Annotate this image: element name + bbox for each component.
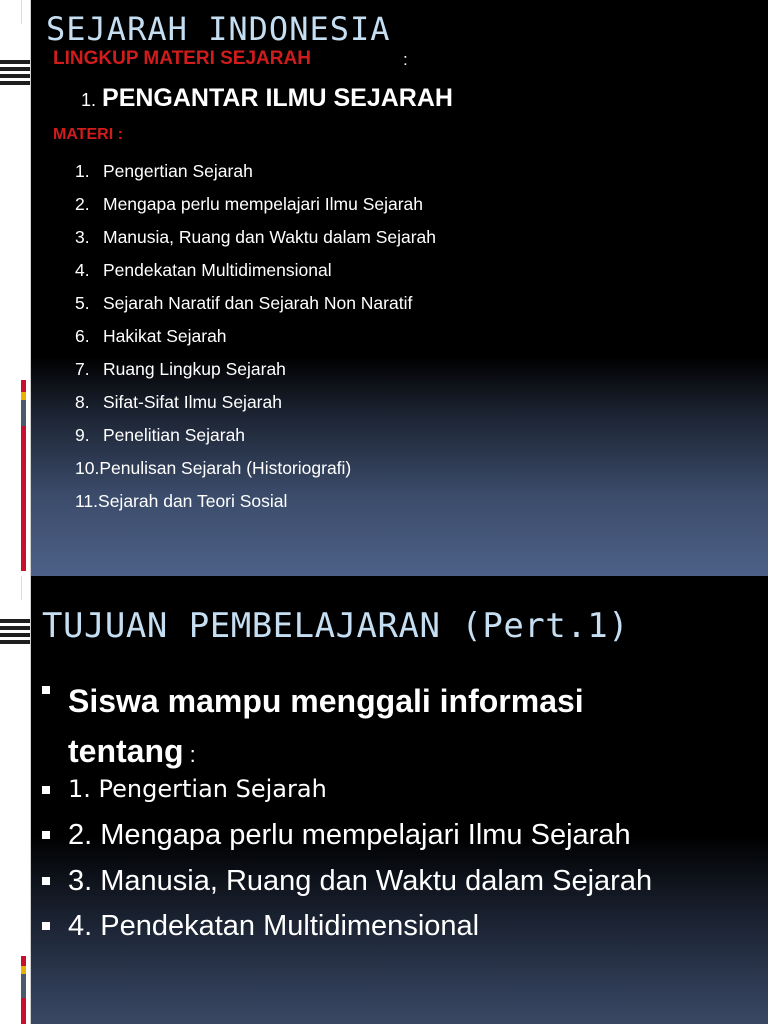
- bullet-icon: [42, 877, 50, 885]
- list-item: [75, 191, 436, 224]
- section-heading-text: PENGANTAR ILMU SEJARAH: [102, 84, 453, 112]
- list-item-text: Pengertian Sejarah: [103, 161, 253, 181]
- list-item-text: Sifat-Sifat Ilmu Sejarah: [103, 392, 282, 412]
- list-item-number: 11.: [75, 491, 99, 511]
- list-item-text: Sejarah dan Teori Sosial: [98, 491, 288, 511]
- list-item: [75, 389, 436, 422]
- list-item-text: Penelitian Sejarah: [103, 425, 246, 445]
- list-item-number: 3.: [75, 227, 90, 247]
- intro-text: [68, 676, 584, 780]
- list-item-number: 8.: [75, 392, 90, 412]
- objective-item: 1. Pengertian Sejarah: [68, 775, 327, 803]
- list-item-text: Penulisan Sejarah (Historiografi): [99, 458, 352, 478]
- list-item: [75, 422, 436, 455]
- list-item: [75, 455, 436, 488]
- objective-item: 2. Mengapa perlu mempelajari Ilmu Sejarah: [68, 819, 631, 851]
- bullet-icon: [42, 686, 50, 694]
- side-chip: [0, 626, 31, 630]
- list-item-text: Ruang Lingkup Sejarah: [103, 359, 286, 379]
- bullet-icon: [42, 922, 50, 930]
- bullet-icon: [42, 786, 50, 794]
- list-item: [75, 356, 436, 389]
- list-item-number: 4.: [75, 260, 90, 280]
- list-item: [75, 158, 436, 191]
- list-item-text: Sejarah Naratif dan Sejarah Non Naratif: [103, 293, 413, 313]
- intro-line-2-text: tentang: [68, 733, 184, 769]
- slide-title: TUJUAN PEMBELAJARAN (Pert.1): [42, 606, 630, 646]
- list-item: [75, 290, 436, 323]
- section-heading-number: 1.: [81, 90, 97, 110]
- side-marker: [21, 576, 27, 600]
- subtitle-colon: :: [403, 50, 408, 69]
- side-chip: [0, 60, 31, 64]
- list-item-text: Manusia, Ruang dan Waktu dalam Sejarah: [103, 227, 437, 247]
- side-marker-gray: [21, 974, 26, 998]
- list-item-text: Mengapa perlu mempelajari Ilmu Sejarah: [103, 194, 424, 214]
- list-item-number: 5.: [75, 293, 90, 313]
- section-heading: [81, 84, 453, 113]
- side-chip: [0, 633, 31, 637]
- list-item: [75, 323, 436, 356]
- intro-line-2: [68, 726, 584, 780]
- list-item-text: Pendekatan Multidimensional: [103, 260, 332, 280]
- side-chip: [0, 74, 31, 78]
- materi-label: MATERI :: [53, 126, 123, 143]
- slide-subtitle: LINGKUP MATERI SEJARAH: [53, 48, 311, 69]
- side-marker: [21, 0, 27, 24]
- objective-item: 3. Manusia, Ruang dan Waktu dalam Sejarah: [68, 865, 653, 897]
- slide-side-panel: [0, 0, 31, 576]
- objective-item: 4. Pendekatan Multidimensional: [68, 910, 480, 942]
- intro-colon: :: [183, 742, 196, 767]
- list-item-number: 7.: [75, 359, 90, 379]
- list-item: [75, 224, 436, 257]
- side-chip: [0, 619, 31, 623]
- list-item-number: 2.: [75, 194, 90, 214]
- bullet-icon: [42, 831, 50, 839]
- materi-list: [75, 158, 436, 521]
- list-item: [75, 488, 436, 521]
- side-marker-gray: [21, 400, 26, 426]
- side-chip: [0, 67, 31, 71]
- list-item-number: 1.: [75, 161, 90, 181]
- side-chip: [0, 640, 31, 644]
- side-chip: [0, 81, 31, 85]
- slide-title: SEJARAH INDONESIA: [46, 10, 391, 48]
- list-item-number: 10.: [75, 458, 100, 478]
- slide-side-panel: [0, 576, 31, 1024]
- slide-2: [0, 576, 768, 1024]
- list-item-number: 6.: [75, 326, 90, 346]
- intro-line-1: Siswa mampu menggali informasi: [68, 683, 584, 719]
- side-marker-red-long: [21, 426, 26, 571]
- list-item-text: Hakikat Sejarah: [103, 326, 227, 346]
- side-marker-red-long: [21, 998, 26, 1024]
- list-item-number: 9.: [75, 425, 90, 445]
- list-item: [75, 257, 436, 290]
